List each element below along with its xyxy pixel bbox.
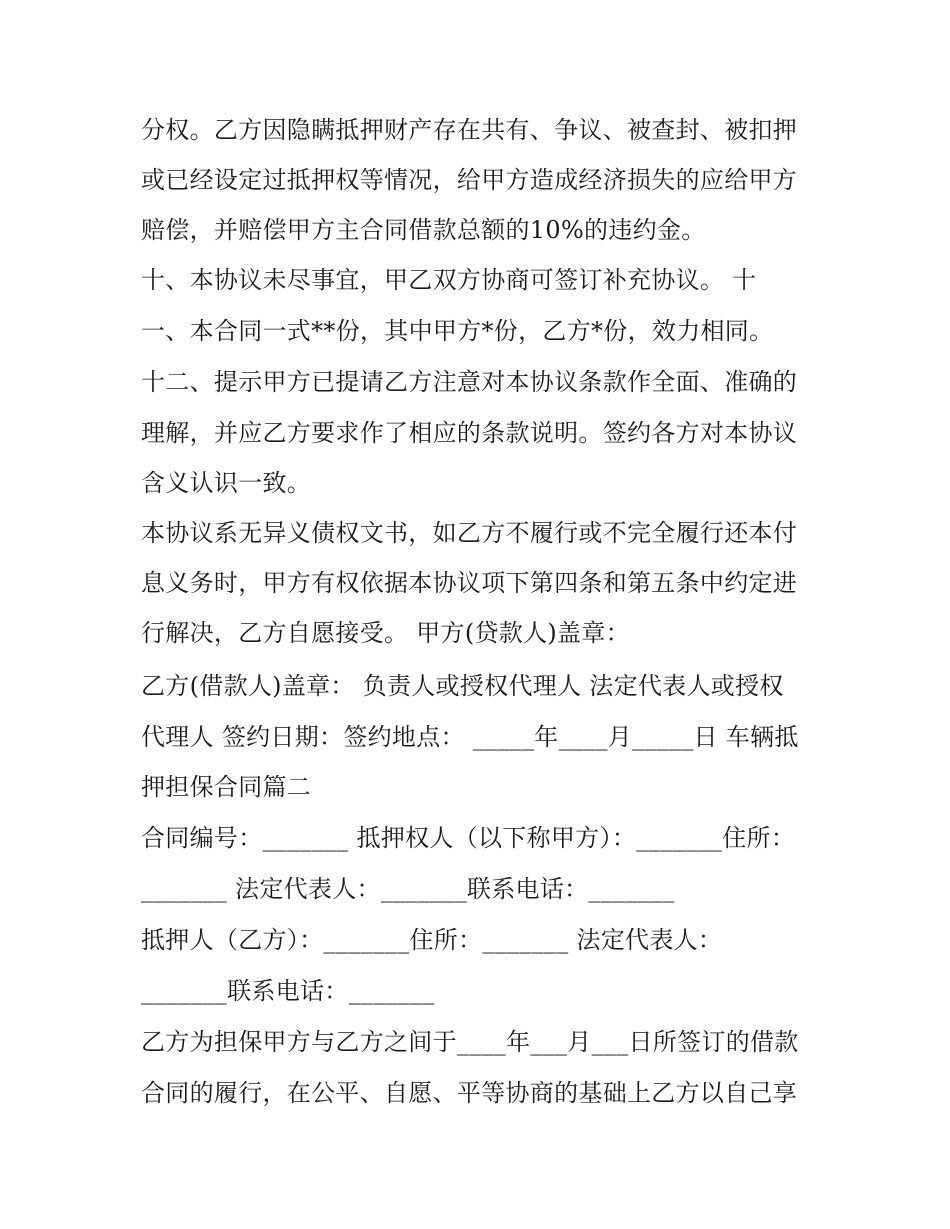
text-line: 本协议系无异义债权文书，如乙方不履行或不完全履行还本付 <box>141 519 798 547</box>
text-line: 一、本合同一式**份，其中甲方*份，乙方*份，效力相同。 <box>141 317 774 345</box>
text-line: 合同的履行，在公平、自愿、平等协商的基础上乙方以自己享 <box>141 1079 798 1107</box>
text-line: 押担保合同篇二 <box>141 773 312 801</box>
text-line: 乙方为担保甲方与乙方之间于____年___月___日所签订的借款 <box>141 1028 799 1056</box>
text-line: _______联系电话：_______ <box>141 977 435 1005</box>
text-line: 十二、提示甲方已提请乙方注意对本协议条款作全面、准确的 <box>141 368 798 396</box>
text-line: 含义认识一致。 <box>141 469 312 497</box>
text-line: 分权。乙方因隐瞒抵押财产存在共有、争议、被查封、被扣押 <box>141 116 798 144</box>
text-line: _______ 法定代表人：_______联系电话：_______ <box>141 875 675 903</box>
text-line: 息义务时，甲方有权依据本协议项下第四条和第五条中约定进 <box>141 569 798 597</box>
text-line: 十、本协议未尽事宜，甲乙双方协商可签订补充协议。 十 <box>141 266 757 294</box>
text-line: 理解，并应乙方要求作了相应的条款说明。签约各方对本协议 <box>141 419 798 447</box>
text-line: 代理人 签约日期：签约地点： _____年____月_____日 车辆抵 <box>141 723 799 751</box>
text-line: 合同编号：_______ 抵押权人（以下称甲方）：_______住所： <box>141 824 796 852</box>
text-line: 赔偿，并赔偿甲方主合同借款总额的10%的违约金。 <box>141 216 706 244</box>
text-line: 乙方(借款人)盖章： 负责人或授权代理人 法定代表人或授权 <box>141 672 784 700</box>
text-line: 抵押人（乙方）：_______住所：_______ 法定代表人： <box>141 926 723 954</box>
text-line: 或已经设定过抵押权等情况，给甲方造成经济损失的应给甲方 <box>141 166 798 194</box>
text-line: 行解决，乙方自愿接受。 甲方(贷款人)盖章： <box>141 619 630 647</box>
